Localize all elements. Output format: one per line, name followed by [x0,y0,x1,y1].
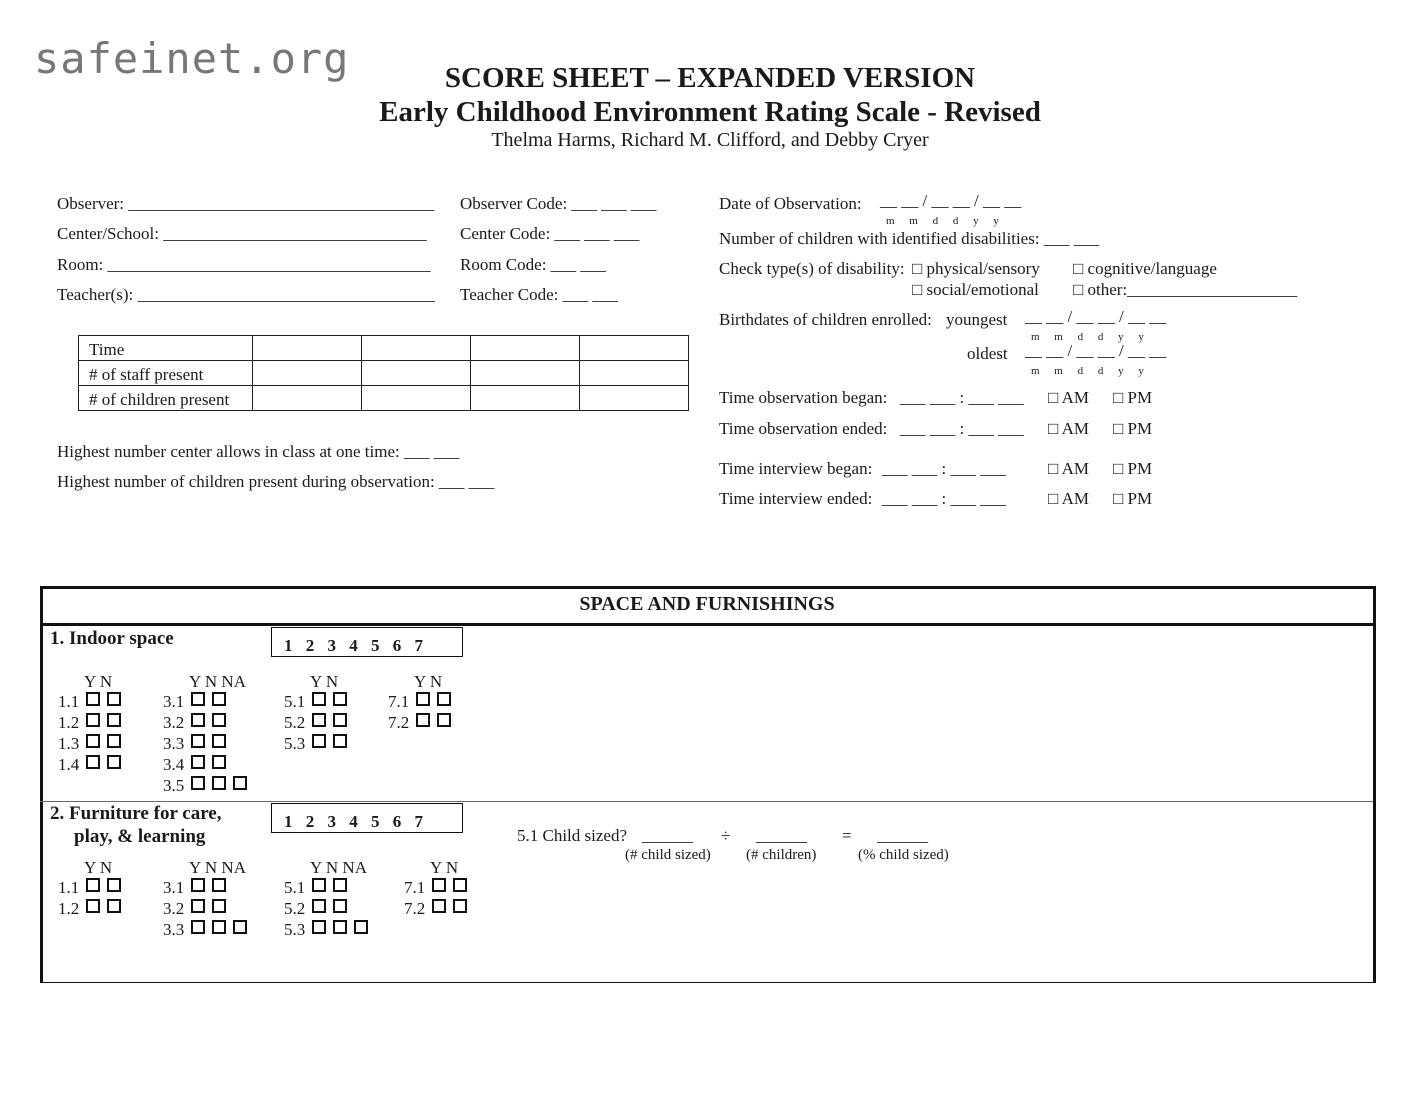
indicator-label: 1.4 [58,755,80,774]
item-2-col5-header: Y N NA [310,858,367,877]
watermark-logo: safeinet.org [34,34,350,83]
yes-checkbox[interactable] [312,692,326,706]
no-checkbox[interactable] [107,899,121,913]
item-2-col3-header: Y N NA [189,858,246,877]
table-cell[interactable] [471,336,580,361]
oldest-label: oldest [967,344,1008,363]
indicator-row [163,776,247,796]
observation-table [78,335,689,411]
no-checkbox[interactable] [333,734,347,748]
indicator-row [163,713,226,733]
indicator-row [58,755,121,775]
table-row-label: Time [79,336,253,361]
indicator-label: 1.3 [58,734,80,753]
interview-ended-am[interactable]: □ AM [1048,489,1089,508]
youngest-birthdate-hint: m m d d y y [1031,331,1150,343]
table-cell[interactable] [471,361,580,386]
no-checkbox[interactable] [212,692,226,706]
children-hint: (# children) [746,847,817,863]
child-sized-count-field[interactable]: ______ [642,826,693,845]
interview-began-field[interactable]: ___ ___ : ___ ___ [882,459,1006,478]
page-title: SCORE SHEET – EXPANDED VERSION [444,62,976,94]
no-checkbox[interactable] [437,713,451,727]
item-1-col7-header: Y N [414,672,443,691]
no-checkbox[interactable] [107,878,121,892]
indicator-row [284,899,347,919]
indicator-label: 5.1 [284,692,306,711]
indicator-row [404,878,467,898]
capacity-allowed-field[interactable]: Highest number center allows in class at one time: ___ ___ [57,442,460,461]
table-cell[interactable] [580,386,689,411]
birthdates-label: Birthdates of children enrolled: [719,310,932,329]
room-code-field[interactable]: Room Code: ___ ___ [460,255,606,274]
observer-field[interactable]: Observer: ____________________________________ [57,194,435,213]
table-row-label: # of children present [79,386,253,411]
no-checkbox[interactable] [107,692,121,706]
no-checkbox[interactable] [212,920,226,934]
observation-began-am[interactable]: □ AM [1048,388,1089,407]
oldest-birthdate-field[interactable]: __ __ / __ __ / __ __ [1025,341,1167,360]
indicator-label: 5.3 [284,734,306,753]
indicator-label: 5.3 [284,920,306,939]
table-cell[interactable] [253,386,362,411]
observation-ended-am[interactable]: □ AM [1048,419,1089,438]
child-sized-label: 5.1 Child sized? [517,826,628,845]
item-2-title-cont: play, & learning [74,826,206,847]
date-field[interactable]: __ __ / __ __ / __ __ [880,191,1022,210]
item-1-title: 1. Indoor space [50,628,174,649]
indicator-row [284,713,347,733]
table-cell[interactable] [580,336,689,361]
indicator-label: 1.1 [58,878,80,897]
teachers-field[interactable]: Teacher(s): ___________________________________ [57,285,435,304]
indicator-row [404,899,467,919]
yes-checkbox[interactable] [191,713,205,727]
item-1-col5-header: Y N [310,672,339,691]
item-2-col1-header: Y N [84,858,113,877]
indicator-row [163,899,226,919]
table-cell[interactable] [362,386,471,411]
yes-checkbox[interactable] [191,920,205,934]
yes-checkbox[interactable] [191,734,205,748]
indicator-row [58,734,121,754]
indicator-row [284,878,347,898]
no-checkbox[interactable] [453,878,467,892]
no-checkbox[interactable] [107,713,121,727]
yes-checkbox[interactable] [191,776,205,790]
indicator-row [284,692,347,712]
table-row-label: # of staff present [79,361,253,386]
disability-type-label: Check type(s) of disability: [719,259,905,278]
interview-began-label: Time interview began: [719,459,873,478]
indicator-label: 3.4 [163,755,185,774]
indicator-row [388,713,451,733]
indicator-label: 7.2 [404,899,426,918]
oldest-birthdate-hint: m m d d y y [1031,365,1150,377]
na-checkbox[interactable] [233,776,247,790]
table-cell[interactable] [362,361,471,386]
item-2-title: 2. Furniture for care, [50,803,222,824]
interview-ended-field[interactable]: ___ ___ : ___ ___ [882,489,1006,508]
no-checkbox[interactable] [333,692,347,706]
yes-checkbox[interactable] [312,713,326,727]
indicator-label: 7.1 [404,878,426,897]
yes-checkbox[interactable] [86,899,100,913]
social-emotional-checkbox[interactable]: □ social/emotional [912,280,1039,299]
table-cell[interactable] [253,336,362,361]
no-checkbox[interactable] [107,755,121,769]
equals-sign: = [842,826,852,845]
no-checkbox[interactable] [333,878,347,892]
indicator-label: 1.1 [58,692,80,711]
indicator-row [284,734,347,754]
observation-began-pm[interactable]: □ PM [1113,388,1153,407]
na-checkbox[interactable] [354,920,368,934]
yes-checkbox[interactable] [312,920,326,934]
indicator-label: 1.2 [58,713,80,732]
indicator-row [163,920,247,940]
indicator-label: 3.2 [163,899,185,918]
indicator-label: 3.1 [163,878,185,897]
indicator-label: 5.2 [284,713,306,732]
table-cell[interactable] [471,386,580,411]
yes-checkbox[interactable] [86,713,100,727]
percent-child-sized-field[interactable]: ______ [877,826,928,845]
yes-checkbox[interactable] [86,755,100,769]
center-code-field[interactable]: Center Code: ___ ___ ___ [460,224,640,243]
no-checkbox[interactable] [212,776,226,790]
youngest-label: youngest [946,310,1008,329]
no-checkbox[interactable] [333,920,347,934]
yes-checkbox[interactable] [416,713,430,727]
disabilities-field[interactable]: Number of children with identified disabilities: ___ ___ [719,229,1100,248]
page-subtitle: Early Childhood Environment Rating Scale - Revised [379,96,1041,128]
no-checkbox[interactable] [212,878,226,892]
indicator-row [388,692,451,712]
yes-checkbox[interactable] [191,755,205,769]
indicator-row [163,692,226,712]
yes-checkbox[interactable] [432,878,446,892]
percent-hint: (% child sized) [858,847,949,863]
table-row [79,336,689,361]
yes-checkbox[interactable] [432,899,446,913]
physical-sensory-checkbox[interactable]: □ physical/sensory [912,259,1040,278]
indicator-row [163,878,226,898]
divide-sign: ÷ [721,826,731,845]
table-cell[interactable] [580,361,689,386]
na-checkbox[interactable] [233,920,247,934]
cognitive-language-checkbox[interactable]: □ cognitive/language [1073,259,1217,278]
interview-ended-label: Time interview ended: [719,489,873,508]
indicator-row [58,713,121,733]
observation-began-label: Time observation began: [719,388,888,407]
yes-checkbox[interactable] [191,878,205,892]
authors: Thelma Harms, Richard M. Clifford, and Debby Cryer [491,129,929,151]
yes-checkbox[interactable] [86,692,100,706]
no-checkbox[interactable] [453,899,467,913]
table-row [79,386,689,411]
item-2-col7-header: Y N [430,858,459,877]
yes-checkbox[interactable] [312,878,326,892]
observation-began-field[interactable]: ___ ___ : ___ ___ [900,388,1024,407]
yes-checkbox[interactable] [86,734,100,748]
item-1-score-scale[interactable]: 1 2 3 4 5 6 7 [271,627,463,657]
no-checkbox[interactable] [212,734,226,748]
no-checkbox[interactable] [333,713,347,727]
indicator-label: 3.3 [163,920,185,939]
indicator-row [58,899,121,919]
indicator-label: 7.1 [388,692,410,711]
no-checkbox[interactable] [333,899,347,913]
indicator-label: 3.1 [163,692,185,711]
section-divider [40,623,1373,626]
children-count-field[interactable]: ______ [756,826,807,845]
yes-checkbox[interactable] [416,692,430,706]
yes-checkbox[interactable] [191,692,205,706]
date-label: Date of Observation: [719,194,862,213]
table-row [79,361,689,386]
capacity-present-field[interactable]: Highest number of children present during observation: ___ ___ [57,472,495,491]
no-checkbox[interactable] [107,734,121,748]
yes-checkbox[interactable] [191,899,205,913]
indicator-row [163,755,226,775]
yes-checkbox[interactable] [312,734,326,748]
teacher-code-field[interactable]: Teacher Code: ___ ___ [460,285,618,304]
indicator-label: 5.1 [284,878,306,897]
yes-checkbox[interactable] [312,899,326,913]
room-field[interactable]: Room: ______________________________________ [57,255,431,274]
item-1-col3-header: Y N NA [189,672,246,691]
indicator-label: 3.2 [163,713,185,732]
item-divider [40,801,1373,802]
no-checkbox[interactable] [437,692,451,706]
other-disability-checkbox[interactable]: □ other:____________________ [1073,280,1298,299]
interview-began-pm[interactable]: □ PM [1113,459,1153,478]
indicator-label: 5.2 [284,899,306,918]
indicator-label: 3.3 [163,734,185,753]
no-checkbox[interactable] [212,713,226,727]
section-title: SPACE AND FURNISHINGS [579,593,835,615]
child-sized-hint: (# child sized) [625,847,711,863]
indicator-label: 7.2 [388,713,410,732]
item-1-col1-header: Y N [84,672,113,691]
no-checkbox[interactable] [212,899,226,913]
indicator-label: 3.5 [163,776,185,795]
observation-ended-pm[interactable]: □ PM [1113,419,1153,438]
indicator-label: 1.2 [58,899,80,918]
observer-code-field[interactable]: Observer Code: ___ ___ ___ [460,194,657,213]
interview-began-am[interactable]: □ AM [1048,459,1089,478]
observation-ended-field[interactable]: ___ ___ : ___ ___ [900,419,1024,438]
indicator-row [163,734,226,754]
item-2-score-scale[interactable]: 1 2 3 4 5 6 7 [271,803,463,833]
youngest-birthdate-field[interactable]: __ __ / __ __ / __ __ [1025,307,1167,326]
table-cell[interactable] [362,336,471,361]
yes-checkbox[interactable] [86,878,100,892]
observation-ended-label: Time observation ended: [719,419,888,438]
indicator-row [284,920,368,940]
interview-ended-pm[interactable]: □ PM [1113,489,1153,508]
center-school-field[interactable]: Center/School: _______________________________ [57,224,427,243]
no-checkbox[interactable] [212,755,226,769]
date-hint: m m d d y y [886,215,1005,227]
table-cell[interactable] [253,361,362,386]
indicator-row [58,692,121,712]
indicator-row [58,878,121,898]
